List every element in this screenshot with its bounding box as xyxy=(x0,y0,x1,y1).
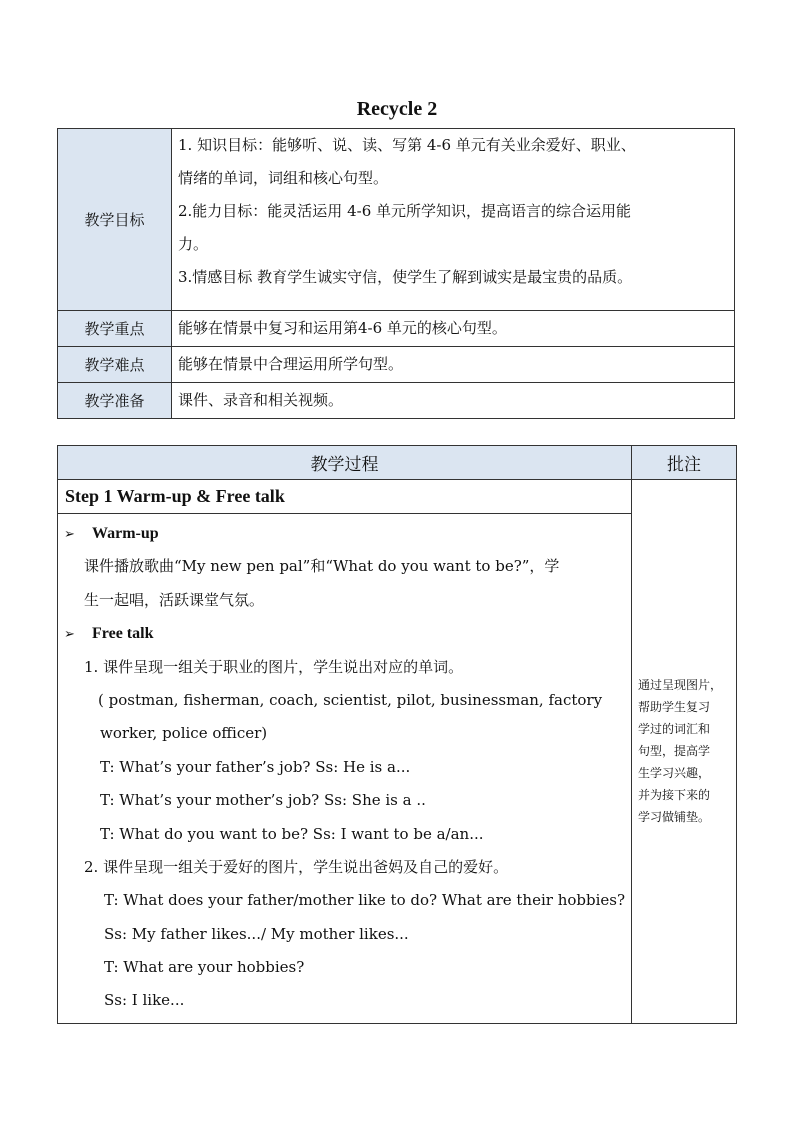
objectives-line: 2.能力目标：能灵活运用 4-6 单元所学知识，提高语言的综合运用能 xyxy=(178,202,632,220)
step-title: Step 1 Warm-up & Free talk xyxy=(58,480,632,514)
arrow-bullet-icon: ➢ xyxy=(64,627,75,643)
preparation-label: 教学准备 xyxy=(58,383,172,419)
hobbies-item: 2. 课件呈现一组关于爱好的图片，学生说出爸妈及自己的爱好。 xyxy=(84,857,509,876)
process-body xyxy=(58,514,632,1024)
note-line: 帮助学生复习 xyxy=(638,700,711,715)
objectives-line: 3.情感目标 教育学生诚实守信，使学生了解到诚实是最宝贵的品质。 xyxy=(178,268,633,286)
key-points-row xyxy=(58,311,735,347)
key-points-value: 能够在情景中复习和运用第4-6 单元的核心句型。 xyxy=(172,311,735,347)
process-table xyxy=(57,445,737,1024)
dialog-line: T: What does your father/mother like to do? What are their hobbies? xyxy=(104,891,626,910)
warmup-line: 生一起唱，活跃课堂气氛。 xyxy=(84,590,265,609)
dialog-line: T: What’s your father’s job? Ss: He is a... xyxy=(100,757,411,776)
dialog-line: T: What do you want to be? Ss: I want to be a/an... xyxy=(100,824,484,843)
objectives-spacer xyxy=(178,294,728,310)
arrow-bullet-icon: ➢ xyxy=(64,527,75,542)
process-header: 教学过程 xyxy=(58,446,632,480)
key-points-label: 教学重点 xyxy=(58,311,172,347)
notes-cell xyxy=(632,480,737,1024)
dialog-line: T: What’s your mother’s job? Ss: She is a .. xyxy=(100,791,426,810)
difficulty-label: 教学难点 xyxy=(58,347,172,383)
notes-header: 批注 xyxy=(632,446,737,480)
objectives-row xyxy=(58,129,735,311)
objectives-cell xyxy=(172,129,735,311)
preparation-value: 课件、录音和相关视频。 xyxy=(172,383,735,419)
warmup-title: Warm-up xyxy=(92,525,159,542)
jobs-item: 1. 课件呈现一组关于职业的图片，学生说出对应的单词。 xyxy=(84,657,464,676)
warmup-line: 课件播放歌曲“My new pen pal”和“What do you want to be?”，学 xyxy=(84,557,560,576)
warmup-heading xyxy=(64,517,625,550)
jobs-words-line: worker, police officer) xyxy=(100,724,268,743)
page-title: Recycle 2 xyxy=(356,98,438,120)
note-line: 句型，提高学 xyxy=(638,744,711,759)
step-row xyxy=(58,480,737,514)
process-header-row xyxy=(58,446,737,480)
note-line: 学过的词汇和 xyxy=(638,722,711,737)
difficulty-row xyxy=(58,347,735,383)
jobs-words-line: ( postman, fisherman, coach, scientist, pilot, businessman, factory xyxy=(98,690,603,709)
difficulty-value: 能够在情景中合理运用所学句型。 xyxy=(172,347,735,383)
note-line: 通过呈现图片， xyxy=(638,678,723,693)
objectives-line: 力。 xyxy=(178,235,209,253)
dialog-line: Ss: I like... xyxy=(104,991,185,1010)
note-line: 学习做铺垫。 xyxy=(638,810,711,825)
objectives-label: 教学目标 xyxy=(58,129,172,311)
freetalk-heading xyxy=(64,617,625,650)
goals-table xyxy=(57,128,735,419)
preparation-row xyxy=(58,383,735,419)
objectives-line: 1. 知识目标：能够听、说、读、写第 4-6 单元有关业余爱好、职业、 xyxy=(178,136,636,154)
note-line: 并为接下来的 xyxy=(638,788,711,803)
objectives-line: 情绪的单词，词组和核心句型。 xyxy=(178,169,389,187)
dialog-line: T: What are your hobbies? xyxy=(104,958,305,977)
freetalk-title: Free talk xyxy=(92,625,154,643)
note-line: 生学习兴趣， xyxy=(638,766,711,781)
dialog-line: Ss: My father likes.../ My mother likes... xyxy=(104,924,409,943)
